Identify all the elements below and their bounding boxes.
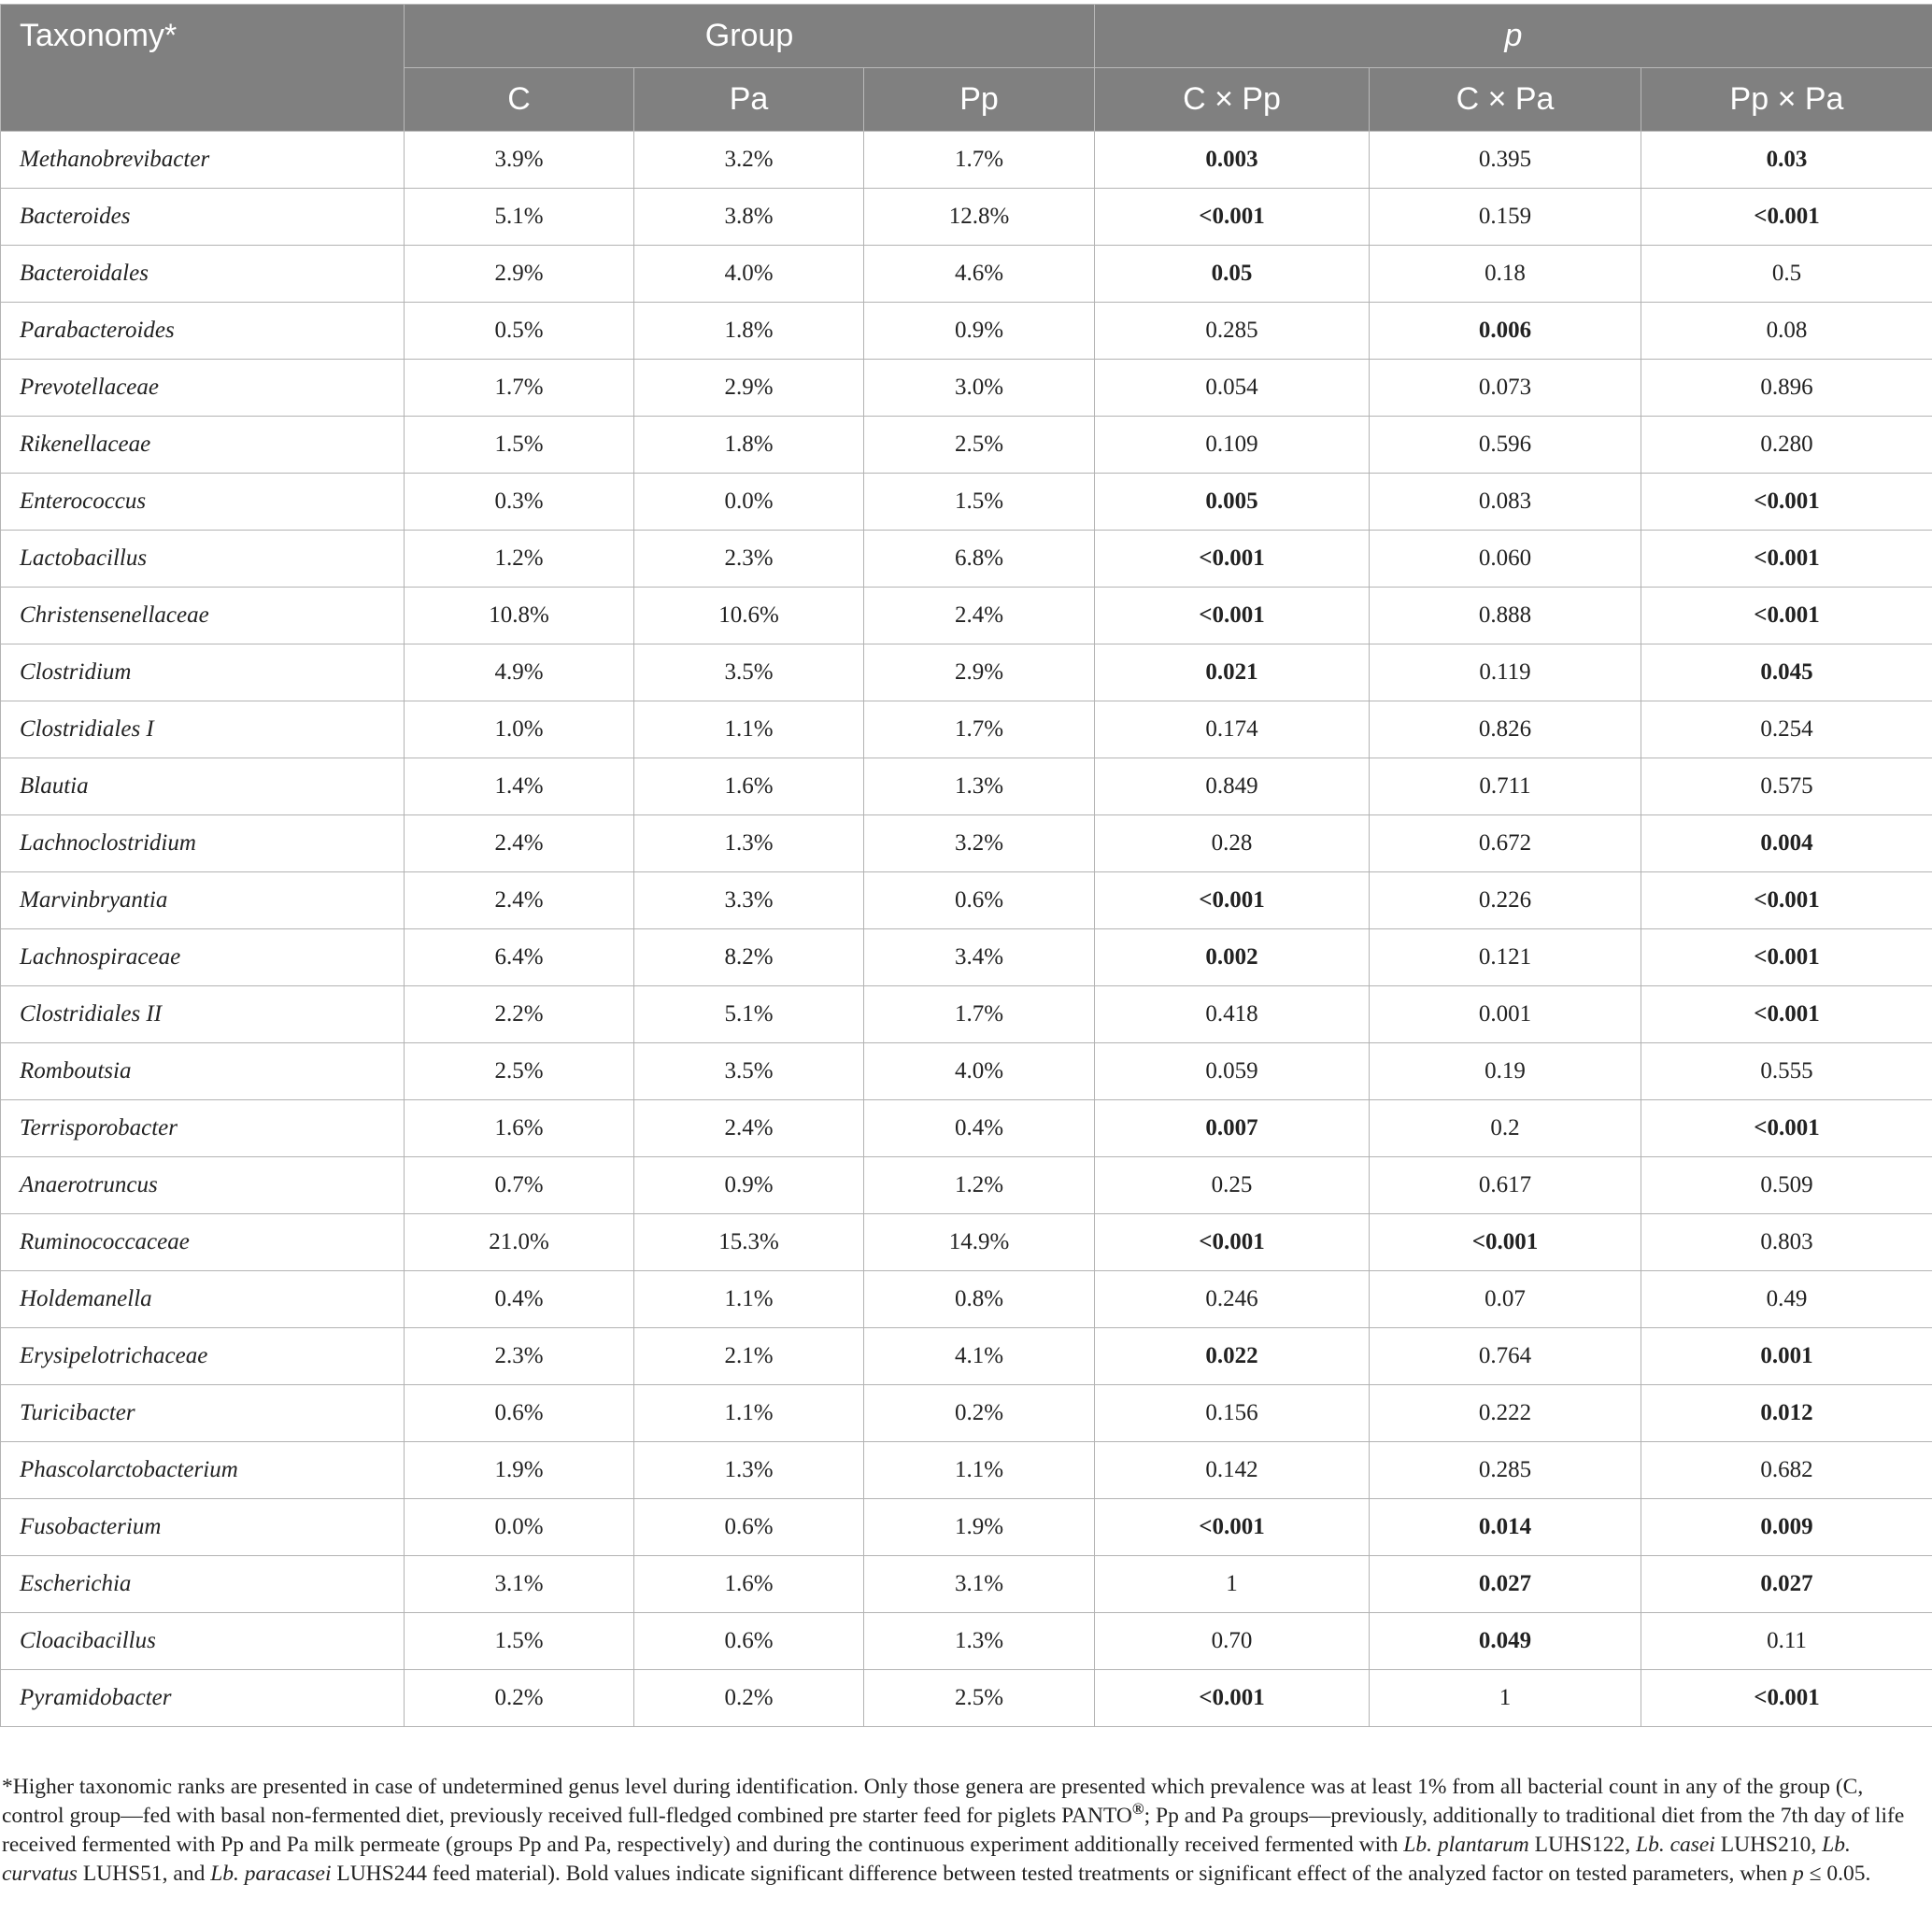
p-symbol: p	[1793, 1862, 1804, 1886]
pp-pa-pvalue: 0.045	[1641, 644, 1932, 701]
table-row	[1, 189, 1932, 246]
pp-value: 1.9%	[864, 1499, 1095, 1556]
c-pp-pvalue: 0.28	[1095, 815, 1370, 872]
pp-value: 1.1%	[864, 1442, 1095, 1499]
c-pp-pvalue: <0.001	[1095, 531, 1370, 588]
pa-value: 3.5%	[634, 1043, 864, 1100]
taxon-cell: Escherichia	[1, 1556, 405, 1613]
pp-value: 6.8%	[864, 531, 1095, 588]
c-pp-pvalue: 0.849	[1095, 758, 1370, 815]
pp-pa-pvalue: 0.803	[1641, 1214, 1932, 1271]
table-row	[1, 872, 1932, 929]
c-value: 2.4%	[405, 872, 634, 929]
pa-value: 5.1%	[634, 986, 864, 1043]
pa-value: 8.2%	[634, 929, 864, 986]
pa-value: 3.2%	[634, 132, 864, 189]
pp-pa-pvalue: <0.001	[1641, 588, 1932, 644]
pp-pa-pvalue: <0.001	[1641, 1100, 1932, 1157]
table-row	[1, 588, 1932, 644]
col-header-c-pp: C × Pp	[1095, 68, 1370, 132]
c-pp-pvalue: 0.022	[1095, 1328, 1370, 1385]
taxonomy-header: Taxonomy*	[1, 5, 405, 132]
c-pp-pvalue: <0.001	[1095, 588, 1370, 644]
c-value: 1.5%	[405, 1613, 634, 1670]
c-pp-pvalue: <0.001	[1095, 872, 1370, 929]
c-pp-pvalue: 0.246	[1095, 1271, 1370, 1328]
pp-value: 0.9%	[864, 303, 1095, 360]
pa-value: 2.9%	[634, 360, 864, 417]
pp-pa-pvalue: 0.004	[1641, 815, 1932, 872]
c-pa-pvalue: 0.711	[1370, 758, 1641, 815]
c-pa-pvalue: 0.596	[1370, 417, 1641, 474]
pp-pa-pvalue: 0.49	[1641, 1271, 1932, 1328]
pp-value: 12.8%	[864, 189, 1095, 246]
c-value: 2.2%	[405, 986, 634, 1043]
species-plantarum: Lb. plantarum	[1403, 1833, 1529, 1857]
table-row	[1, 1214, 1932, 1271]
pp-pa-pvalue: 0.012	[1641, 1385, 1932, 1442]
pp-value: 1.5%	[864, 474, 1095, 531]
pp-pa-pvalue: 0.001	[1641, 1328, 1932, 1385]
table-row	[1, 246, 1932, 303]
c-pa-pvalue: 0.119	[1370, 644, 1641, 701]
pa-value: 1.6%	[634, 758, 864, 815]
pp-pa-pvalue: 0.5	[1641, 246, 1932, 303]
table-row	[1, 1157, 1932, 1214]
pa-value: 1.8%	[634, 303, 864, 360]
taxon-cell: Christensenellaceae	[1, 588, 405, 644]
taxon-cell: Romboutsia	[1, 1043, 405, 1100]
c-pa-pvalue: 0.395	[1370, 132, 1641, 189]
pp-pa-pvalue: <0.001	[1641, 1670, 1932, 1727]
table-row	[1, 1328, 1932, 1385]
col-header-c-pa: C × Pa	[1370, 68, 1641, 132]
c-pa-pvalue: 0.073	[1370, 360, 1641, 417]
pp-value: 4.6%	[864, 246, 1095, 303]
c-pa-pvalue: <0.001	[1370, 1214, 1641, 1271]
table-row	[1, 1613, 1932, 1670]
c-pa-pvalue: 1	[1370, 1670, 1641, 1727]
c-value: 0.3%	[405, 474, 634, 531]
table-body	[1, 132, 1932, 1727]
pa-value: 10.6%	[634, 588, 864, 644]
pa-value: 2.3%	[634, 531, 864, 588]
pa-value: 1.1%	[634, 701, 864, 758]
pa-value: 1.8%	[634, 417, 864, 474]
c-pa-pvalue: 0.826	[1370, 701, 1641, 758]
c-pa-pvalue: 0.226	[1370, 872, 1641, 929]
pp-value: 1.3%	[864, 1613, 1095, 1670]
c-pp-pvalue: <0.001	[1095, 189, 1370, 246]
taxon-cell: Blautia	[1, 758, 405, 815]
footnote-text-3: LUHS122,	[1528, 1833, 1637, 1857]
pa-value: 4.0%	[634, 246, 864, 303]
c-pa-pvalue: 0.060	[1370, 531, 1641, 588]
taxon-cell: Clostridium	[1, 644, 405, 701]
c-pp-pvalue: 0.007	[1095, 1100, 1370, 1157]
pa-value: 0.2%	[634, 1670, 864, 1727]
pa-value: 1.3%	[634, 1442, 864, 1499]
table-row	[1, 1442, 1932, 1499]
taxon-cell: Lachnospiraceae	[1, 929, 405, 986]
taxon-cell: Enterococcus	[1, 474, 405, 531]
col-header-pp: Pp	[864, 68, 1095, 132]
c-pa-pvalue: 0.159	[1370, 189, 1641, 246]
c-pa-pvalue: 0.222	[1370, 1385, 1641, 1442]
pp-pa-pvalue: 0.027	[1641, 1556, 1932, 1613]
c-pp-pvalue: 0.70	[1095, 1613, 1370, 1670]
taxon-cell: Parabacteroides	[1, 303, 405, 360]
pp-value: 3.2%	[864, 815, 1095, 872]
c-pp-pvalue: 0.054	[1095, 360, 1370, 417]
taxon-cell: Fusobacterium	[1, 1499, 405, 1556]
c-value: 2.4%	[405, 815, 634, 872]
table-row	[1, 417, 1932, 474]
pp-pa-pvalue: 0.896	[1641, 360, 1932, 417]
taxon-cell: Bacteroidales	[1, 246, 405, 303]
table-row	[1, 132, 1932, 189]
c-value: 0.0%	[405, 1499, 634, 1556]
table-row	[1, 303, 1932, 360]
pa-value: 1.1%	[634, 1385, 864, 1442]
c-pa-pvalue: 0.001	[1370, 986, 1641, 1043]
species-curvatus: Lb. curvatus	[2, 1833, 1851, 1886]
table-row	[1, 1385, 1932, 1442]
c-value: 3.1%	[405, 1556, 634, 1613]
pp-value: 2.5%	[864, 1670, 1095, 1727]
pp-value: 4.1%	[864, 1328, 1095, 1385]
c-value: 0.5%	[405, 303, 634, 360]
c-value: 1.2%	[405, 531, 634, 588]
species-paracasei: Lb. paracasei	[210, 1862, 332, 1886]
c-pp-pvalue: 0.418	[1095, 986, 1370, 1043]
c-pa-pvalue: 0.121	[1370, 929, 1641, 986]
pa-value: 1.6%	[634, 1556, 864, 1613]
c-value: 2.9%	[405, 246, 634, 303]
c-pa-pvalue: 0.764	[1370, 1328, 1641, 1385]
c-value: 3.9%	[405, 132, 634, 189]
pp-pa-pvalue: 0.11	[1641, 1613, 1932, 1670]
pp-pa-pvalue: 0.254	[1641, 701, 1932, 758]
table-row	[1, 360, 1932, 417]
c-pp-pvalue: 0.174	[1095, 701, 1370, 758]
col-header-pp-pa: Pp × Pa	[1641, 68, 1932, 132]
c-value: 1.0%	[405, 701, 634, 758]
c-value: 1.9%	[405, 1442, 634, 1499]
table-row	[1, 1670, 1932, 1727]
taxon-cell: Anaerotruncus	[1, 1157, 405, 1214]
c-pa-pvalue: 0.617	[1370, 1157, 1641, 1214]
pp-value: 1.7%	[864, 701, 1095, 758]
group-header: Group	[405, 5, 1095, 68]
p-header: p	[1095, 5, 1932, 68]
table-row	[1, 1499, 1932, 1556]
pp-pa-pvalue: 0.555	[1641, 1043, 1932, 1100]
c-pp-pvalue: 0.002	[1095, 929, 1370, 986]
taxon-cell: Methanobrevibacter	[1, 132, 405, 189]
pa-value: 3.5%	[634, 644, 864, 701]
pp-pa-pvalue: <0.001	[1641, 929, 1932, 986]
pa-value: 2.4%	[634, 1100, 864, 1157]
taxon-cell: Ruminococcaceae	[1, 1214, 405, 1271]
pa-value: 15.3%	[634, 1214, 864, 1271]
pp-value: 1.3%	[864, 758, 1095, 815]
pp-value: 4.0%	[864, 1043, 1095, 1100]
pp-pa-pvalue: 0.682	[1641, 1442, 1932, 1499]
c-value: 10.8%	[405, 588, 634, 644]
pp-pa-pvalue: 0.280	[1641, 417, 1932, 474]
pp-pa-pvalue: 0.509	[1641, 1157, 1932, 1214]
pp-value: 0.2%	[864, 1385, 1095, 1442]
taxon-cell: Terrisporobacter	[1, 1100, 405, 1157]
c-pp-pvalue: 0.05	[1095, 246, 1370, 303]
c-pa-pvalue: 0.07	[1370, 1271, 1641, 1328]
c-pp-pvalue: 0.25	[1095, 1157, 1370, 1214]
pa-value: 2.1%	[634, 1328, 864, 1385]
pp-value: 2.5%	[864, 417, 1095, 474]
c-pp-pvalue: 0.059	[1095, 1043, 1370, 1100]
c-pp-pvalue: 0.285	[1095, 303, 1370, 360]
c-value: 0.4%	[405, 1271, 634, 1328]
pp-value: 0.4%	[864, 1100, 1095, 1157]
c-pa-pvalue: 0.672	[1370, 815, 1641, 872]
c-value: 0.6%	[405, 1385, 634, 1442]
c-value: 2.3%	[405, 1328, 634, 1385]
pa-value: 0.0%	[634, 474, 864, 531]
table-row	[1, 1100, 1932, 1157]
taxon-cell: Prevotellaceae	[1, 360, 405, 417]
taxon-cell: Erysipelotrichaceae	[1, 1328, 405, 1385]
c-pa-pvalue: 0.014	[1370, 1499, 1641, 1556]
c-pa-pvalue: 0.027	[1370, 1556, 1641, 1613]
table-row	[1, 531, 1932, 588]
footnote-text-7: ≤ 0.05.	[1803, 1862, 1871, 1886]
pp-value: 3.1%	[864, 1556, 1095, 1613]
taxon-cell: Clostridiales II	[1, 986, 405, 1043]
c-pp-pvalue: 0.156	[1095, 1385, 1370, 1442]
taxonomy-table	[0, 4, 1932, 1727]
pa-value: 0.9%	[634, 1157, 864, 1214]
pp-pa-pvalue: <0.001	[1641, 189, 1932, 246]
c-pp-pvalue: 0.109	[1095, 417, 1370, 474]
table-row	[1, 701, 1932, 758]
table-footnote	[2, 1773, 1926, 1889]
table-row	[1, 929, 1932, 986]
pp-value: 14.9%	[864, 1214, 1095, 1271]
c-value: 1.6%	[405, 1100, 634, 1157]
pp-value: 1.7%	[864, 132, 1095, 189]
pp-value: 2.9%	[864, 644, 1095, 701]
taxon-cell: Rikenellaceae	[1, 417, 405, 474]
c-value: 1.5%	[405, 417, 634, 474]
c-pp-pvalue: <0.001	[1095, 1499, 1370, 1556]
pa-value: 1.3%	[634, 815, 864, 872]
pa-value: 0.6%	[634, 1499, 864, 1556]
c-value: 21.0%	[405, 1214, 634, 1271]
pp-pa-pvalue: 0.575	[1641, 758, 1932, 815]
taxon-cell: Bacteroides	[1, 189, 405, 246]
c-pa-pvalue: 0.2	[1370, 1100, 1641, 1157]
taxon-cell: Holdemanella	[1, 1271, 405, 1328]
col-header-pa: Pa	[634, 68, 864, 132]
pp-value: 0.6%	[864, 872, 1095, 929]
taxon-cell: Pyramidobacter	[1, 1670, 405, 1727]
table-row	[1, 815, 1932, 872]
pp-value: 0.8%	[864, 1271, 1095, 1328]
footnote-text-2: ; Pp and Pa groups—previously, additionally to traditional diet from the 7th day of life received fermented with Pp and Pa milk permeate (groups Pp and Pa, respectively) and during the continuous experiment additionally received fermented with	[2, 1804, 1905, 1857]
pp-pa-pvalue: 0.009	[1641, 1499, 1932, 1556]
pp-pa-pvalue: <0.001	[1641, 531, 1932, 588]
c-pp-pvalue: <0.001	[1095, 1670, 1370, 1727]
c-pp-pvalue: 0.003	[1095, 132, 1370, 189]
table-row	[1, 1271, 1932, 1328]
taxon-cell: Clostridiales I	[1, 701, 405, 758]
taxon-cell: Lachnoclostridium	[1, 815, 405, 872]
pa-value: 3.8%	[634, 189, 864, 246]
header-row-1	[1, 5, 1932, 68]
taxon-cell: Phascolarctobacterium	[1, 1442, 405, 1499]
c-value: 1.4%	[405, 758, 634, 815]
species-casei: Lb. casei	[1636, 1833, 1715, 1857]
pp-value: 3.0%	[864, 360, 1095, 417]
taxon-cell: Cloacibacillus	[1, 1613, 405, 1670]
c-pp-pvalue: 0.005	[1095, 474, 1370, 531]
table-row	[1, 1043, 1932, 1100]
taxon-cell: Turicibacter	[1, 1385, 405, 1442]
pp-value: 1.7%	[864, 986, 1095, 1043]
c-value: 0.7%	[405, 1157, 634, 1214]
footnote-text-5: LUHS51, and	[77, 1862, 211, 1886]
pp-value: 1.2%	[864, 1157, 1095, 1214]
c-value: 5.1%	[405, 189, 634, 246]
c-pp-pvalue: 0.021	[1095, 644, 1370, 701]
c-value: 6.4%	[405, 929, 634, 986]
table-row	[1, 758, 1932, 815]
c-pa-pvalue: 0.18	[1370, 246, 1641, 303]
c-value: 2.5%	[405, 1043, 634, 1100]
footnote-text-4: LUHS210,	[1714, 1833, 1823, 1857]
pp-value: 2.4%	[864, 588, 1095, 644]
c-value: 0.2%	[405, 1670, 634, 1727]
taxon-cell: Marvinbryantia	[1, 872, 405, 929]
pa-value: 3.3%	[634, 872, 864, 929]
registered-mark: ®	[1131, 1800, 1144, 1819]
c-value: 4.9%	[405, 644, 634, 701]
table-row	[1, 474, 1932, 531]
col-header-c: C	[405, 68, 634, 132]
pp-pa-pvalue: <0.001	[1641, 474, 1932, 531]
c-pa-pvalue: 0.19	[1370, 1043, 1641, 1100]
pp-value: 3.4%	[864, 929, 1095, 986]
table-row	[1, 986, 1932, 1043]
c-pa-pvalue: 0.083	[1370, 474, 1641, 531]
pa-value: 1.1%	[634, 1271, 864, 1328]
c-pa-pvalue: 0.285	[1370, 1442, 1641, 1499]
table-row	[1, 1556, 1932, 1613]
footnote-text-6: LUHS244 feed material). Bold values indicate significant difference between tested treatments or significant effect of the analyzed factor on tested parameters, when	[331, 1862, 1794, 1886]
footnote-text-1: *Higher taxonomic ranks are presented in case of undetermined genus level during identification. Only those genera are presented which prevalence was at least 1% from all bacterial count in any of the group (C, control group—fed with basal non-fermented diet, previously received full-fledged combined pre starter feed for piglets PANTO	[2, 1775, 1864, 1828]
pa-value: 0.6%	[634, 1613, 864, 1670]
pp-pa-pvalue: 0.08	[1641, 303, 1932, 360]
pp-pa-pvalue: 0.03	[1641, 132, 1932, 189]
c-pp-pvalue: 0.142	[1095, 1442, 1370, 1499]
c-pa-pvalue: 0.006	[1370, 303, 1641, 360]
table-row	[1, 644, 1932, 701]
pp-pa-pvalue: <0.001	[1641, 872, 1932, 929]
c-value: 1.7%	[405, 360, 634, 417]
taxon-cell: Lactobacillus	[1, 531, 405, 588]
c-pa-pvalue: 0.888	[1370, 588, 1641, 644]
pp-pa-pvalue: <0.001	[1641, 986, 1932, 1043]
c-pp-pvalue: 1	[1095, 1556, 1370, 1613]
c-pp-pvalue: <0.001	[1095, 1214, 1370, 1271]
c-pa-pvalue: 0.049	[1370, 1613, 1641, 1670]
